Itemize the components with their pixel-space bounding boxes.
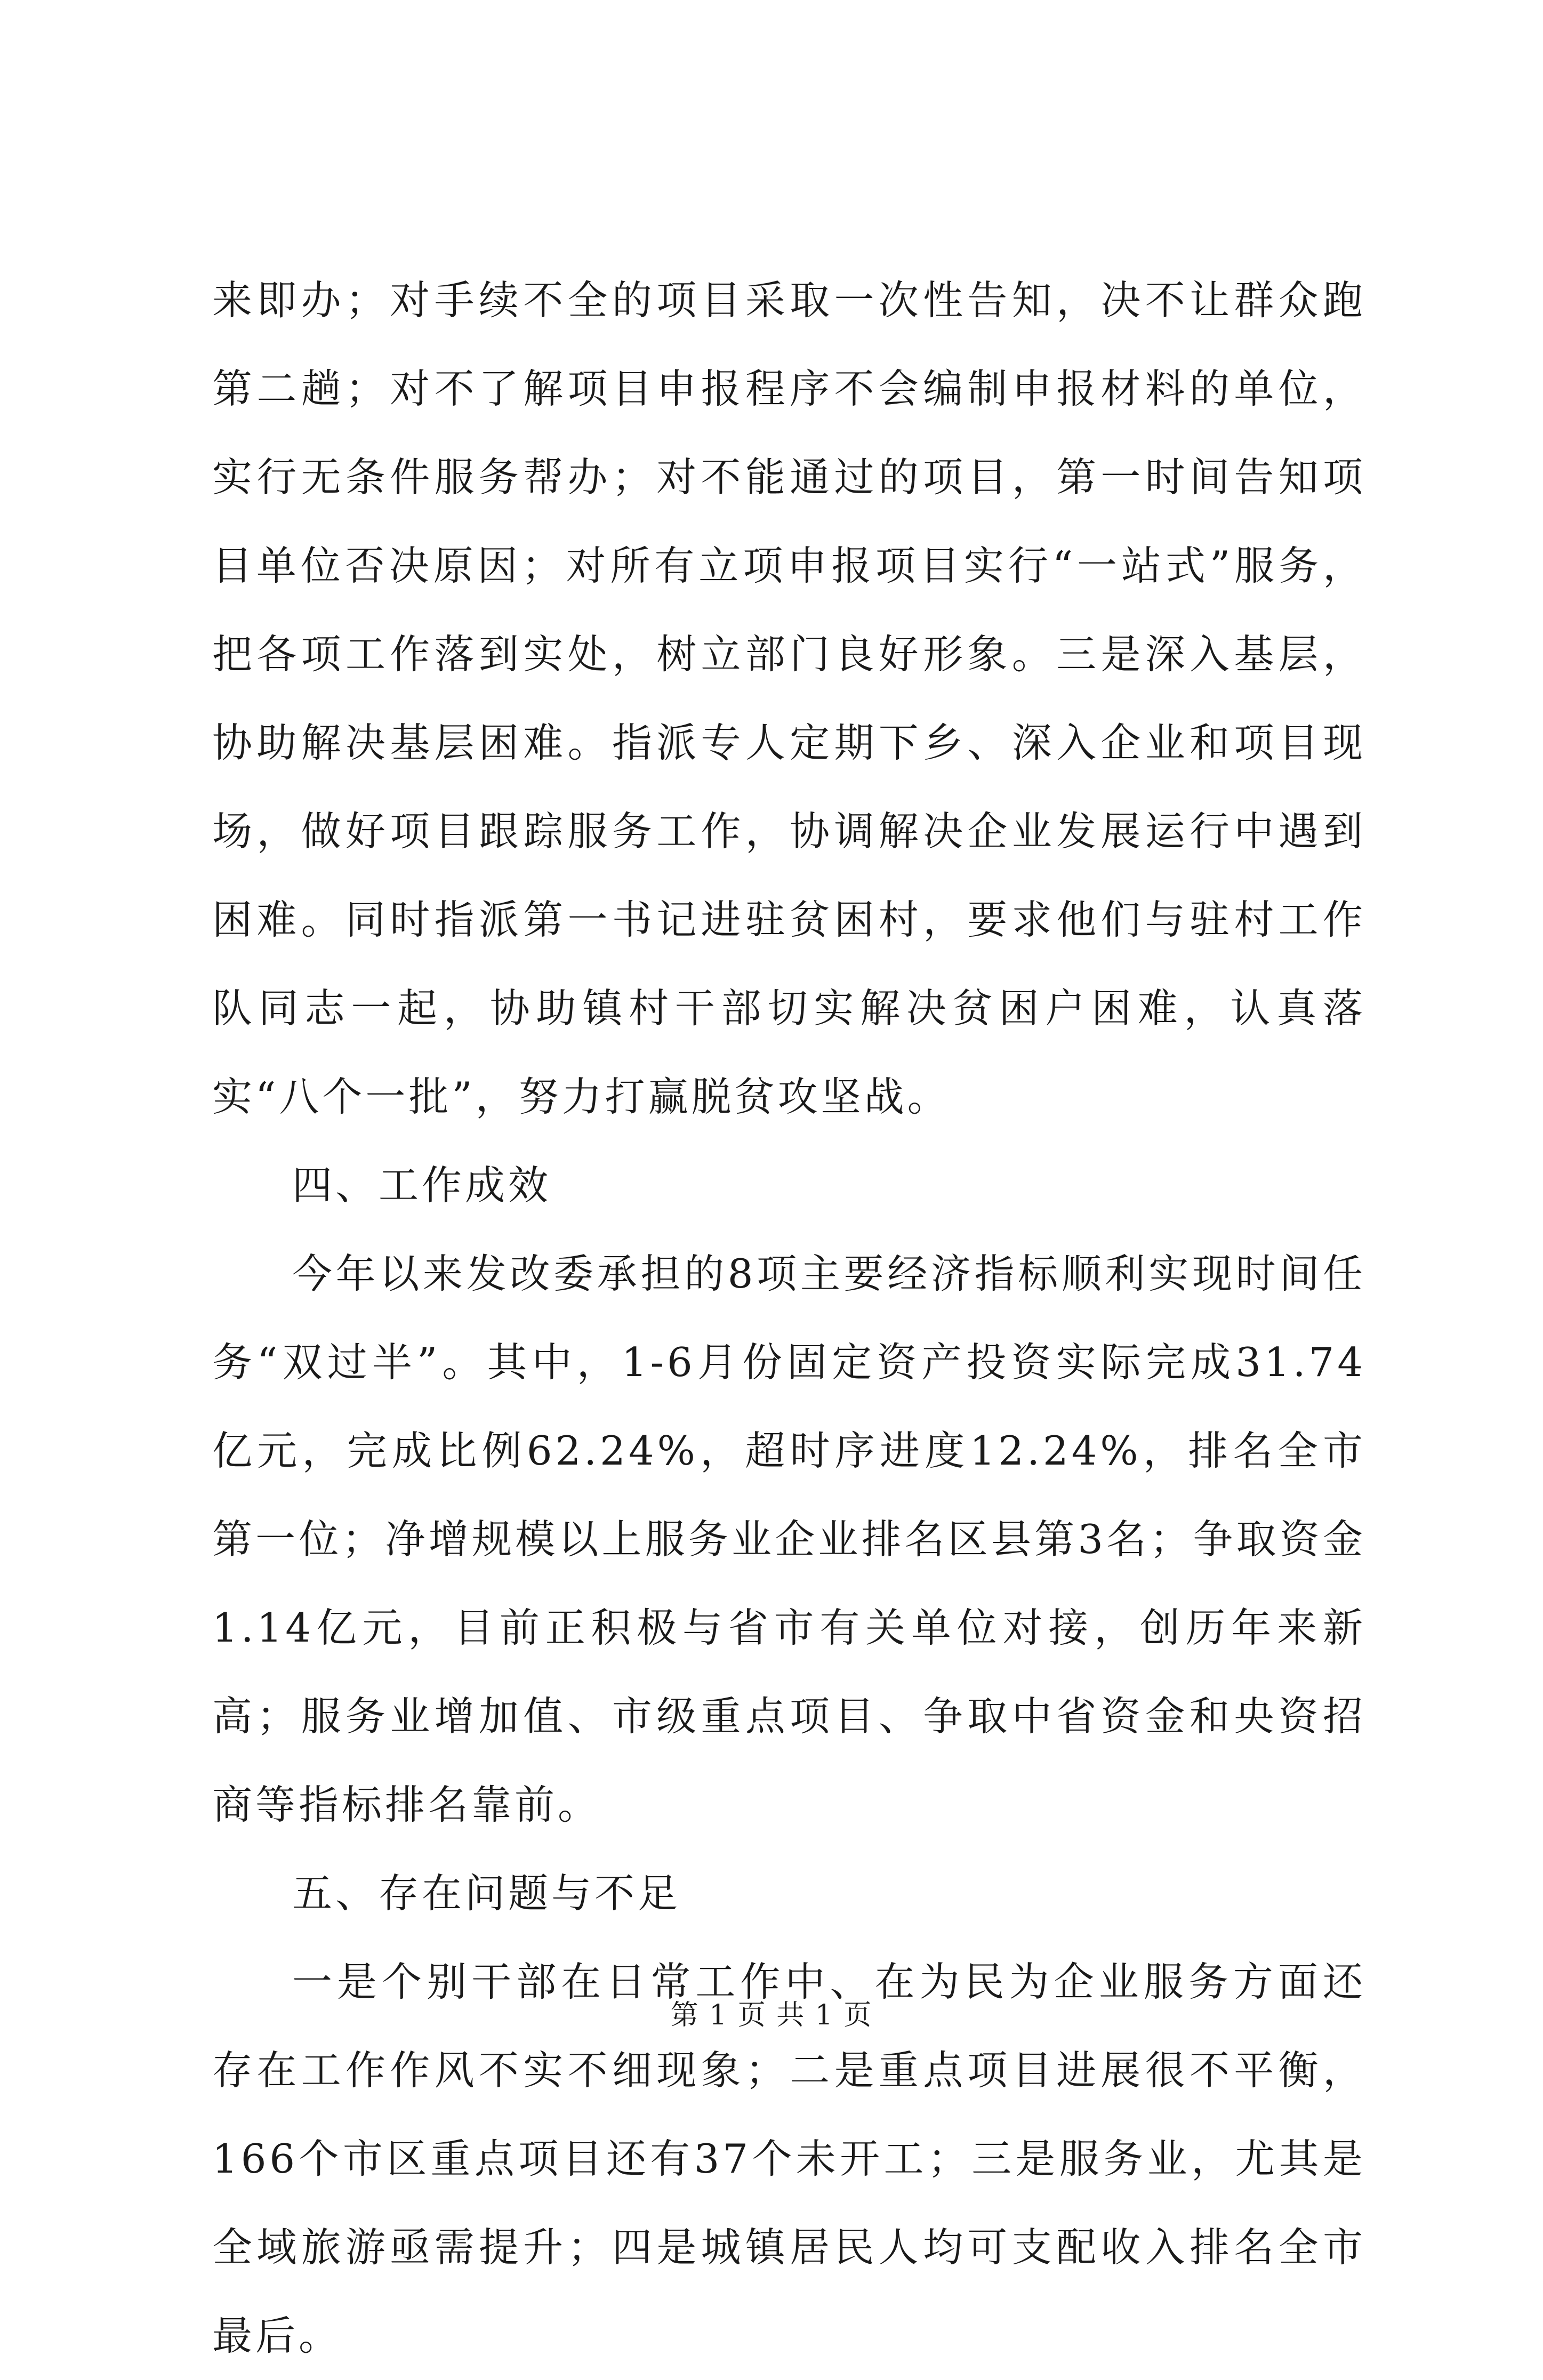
- heading-problems: 五、存在问题与不足: [292, 1870, 681, 1917]
- page-footer: 第 1 页 共 1 页: [670, 1999, 873, 2031]
- paragraph-service-measures: 来即办；对手续不全的项目采取一次性告知，决不让群众跑第二趟；对不了解项目申报程序不会编制申报材料的单位，实行无条件服务帮办；对不能通过的项目，第一时间告知项目单位否决原因；对所有立项申报项目实行“一站式”服务，把各项工作落到实处，树立部门良好形象。三是深入基层，协助解决基层困难。指派专人定期下乡、深入企业和项目现场，做好项目跟踪服务工作，协调解决企业发展运行中遇到困难。同时指派第一书记进驻贫困村，要求他们与驻村工作队同志一起，协助镇村干部切实解决贫困户困难，认真落实“八个一批”，努力打赢脱贫攻坚战。: [212, 277, 1366, 1120]
- paragraph-problems: 一是个别干部在日常工作中、在为民为企业服务方面还存在工作作风不实不细现象；二是重点项目进展很不平衡，166个市区重点项目还有37个未开工；三是服务业，尤其是全域旅游亟需提升；四是城镇居民人均可支配收入排名全市最后。: [212, 1958, 1366, 2359]
- heading-work-results: 四、工作成效: [292, 1162, 552, 1209]
- document-body: [212, 256, 1366, 2380]
- paragraph-work-results: 今年以来发改委承担的8项主要经济指标顺利实现时间任务“双过半”。其中，1-6月份固定资产投资实际完成31.74亿元，完成比例62.24%，超时序进度12.24%，排名全市第一位；净增规模以上服务业企业排名区县第3名；争取资金1.14亿元，目前正积极与省市有关单位对接，创历年来新高；服务业增加值、市级重点项目、争取中省资金和央资招商等指标排名靠前。: [212, 1250, 1366, 1828]
